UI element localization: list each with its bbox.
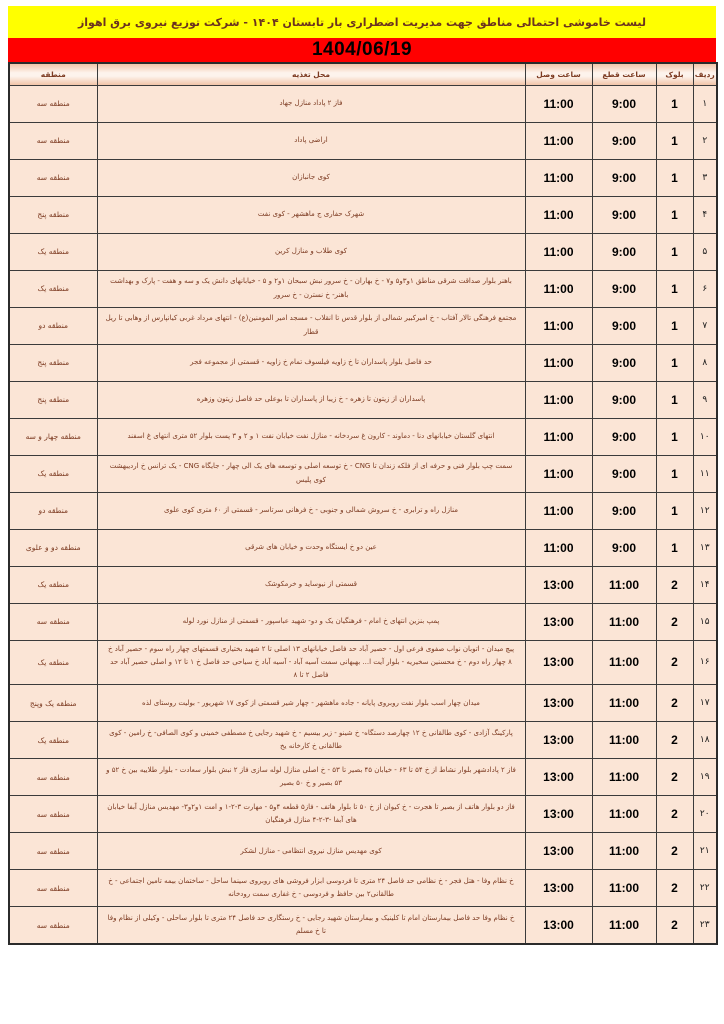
table-row [9, 307, 717, 344]
block-cell: 2 [656, 907, 693, 944]
row-number-cell: ۱۷ [693, 685, 717, 722]
table-row [9, 796, 717, 833]
location-cell: باهنر بلوار صداقت شرقی مناطق ۱و۳و۵ و۷ - خ بهاران - خ سرور نبش سبحان ۱و۲ و ۵ - خیابانهای دانش یک و سه و هفت - پارک و بهداشت باهنر- خ نسترن - خ سرور [97, 270, 525, 307]
row-number-cell: ۱۳ [693, 529, 717, 566]
table-row [9, 603, 717, 640]
cut-time-cell: 9:00 [592, 455, 656, 492]
location-cell: فاز ۲ پاداد منازل جهاد [97, 85, 525, 122]
cut-time-cell: 9:00 [592, 270, 656, 307]
region-cell: منطقه سه [9, 759, 97, 796]
location-cell: انتهای گلستان خیابانهای دنا - دماوند - کارون غ سردخانه - منازل نفت خیابان نفت ۱ و ۲ و ۳ پست بلوار ۵۲ متری انتهای غ اسفند [97, 418, 525, 455]
block-cell: 1 [656, 418, 693, 455]
table-row [9, 270, 717, 307]
region-cell: منطقه یک [9, 455, 97, 492]
table-row [9, 159, 717, 196]
row-number-cell: ۱۹ [693, 759, 717, 796]
row-number-cell: ۱ [693, 85, 717, 122]
row-number-cell: ۲ [693, 122, 717, 159]
location-cell: پیچ میدان - اتوبان نواب صفوی فرعی اول - حصیر آباد حد فاصل خیابانهای ۱۳ اصلی تا ۲ شهید بختیاری قسمتهای چهار راه سوم - حصیر آباد خ ۸ چهار راه دوم - خ محسنین سخیریه - بلوار آیت ا... بهبهانی سمت آسیه آباد - آسیه آباد خ سیاحی حد فاصل خ ۱ تا ۱۲ و اصلی حصیر آباد حد فاصل ۲ تا ۸ [97, 640, 525, 685]
location-cell: منازل راه و ترابری - خ سروش شمالی و جنوبی - خ فرهانی سرتاسر - قسمتی از ۶۰ متری کوی علوی [97, 492, 525, 529]
row-number-cell: ۲۲ [693, 870, 717, 907]
block-cell: 1 [656, 159, 693, 196]
table-row [9, 344, 717, 381]
region-cell: منطقه یک [9, 270, 97, 307]
cut-time-cell: 9:00 [592, 307, 656, 344]
region-cell: منطقه پنج [9, 344, 97, 381]
region-cell: منطقه سه [9, 603, 97, 640]
table-row [9, 85, 717, 122]
location-cell: کوی طلاب و منازل کرین [97, 233, 525, 270]
block-cell: 1 [656, 122, 693, 159]
region-cell: منطقه یک [9, 566, 97, 603]
block-cell: 1 [656, 344, 693, 381]
region-cell: منطقه سه [9, 833, 97, 870]
row-number-cell: ۱۵ [693, 603, 717, 640]
cut-time-cell: 11:00 [592, 796, 656, 833]
restore-time-cell: 11:00 [525, 159, 592, 196]
column-header-feed-location: محل تغذیه [97, 63, 525, 85]
location-cell: فاز ۲ پادادشهر بلوار نشاط از خ ۵۴ تا ۶۳ - خیابان ۴۵ بصیر تا ۵۳ - خ اصلی منازل لوله سازی فاز ۲ نبش بلوار سعادت - بلوار طلاییه بین خ ۵۲ و ۵۳ بصیر و خ ۵۰ بصیر [97, 759, 525, 796]
table-row [9, 529, 717, 566]
cut-time-cell: 9:00 [592, 196, 656, 233]
row-number-cell: ۴ [693, 196, 717, 233]
column-header-block: بلوک [656, 63, 693, 85]
row-number-cell: ۷ [693, 307, 717, 344]
table-row [9, 759, 717, 796]
location-cell: حد فاصل بلوار پاسداران تا خ زاویه فیلسوف تمام خ زاویه - قسمتی از مجموعه فجر [97, 344, 525, 381]
block-cell: 1 [656, 492, 693, 529]
row-number-cell: ۶ [693, 270, 717, 307]
row-number-cell: ۸ [693, 344, 717, 381]
restore-time-cell: 13:00 [525, 640, 592, 685]
restore-time-cell: 11:00 [525, 196, 592, 233]
region-cell: منطقه دو [9, 492, 97, 529]
table-header-row [9, 63, 717, 85]
column-header-restore-time: ساعت وصل [525, 63, 592, 85]
row-number-cell: ۲۳ [693, 907, 717, 944]
cut-time-cell: 9:00 [592, 233, 656, 270]
table-body [9, 85, 717, 944]
block-cell: 2 [656, 833, 693, 870]
cut-time-cell: 9:00 [592, 418, 656, 455]
restore-time-cell: 13:00 [525, 685, 592, 722]
cut-time-cell: 11:00 [592, 603, 656, 640]
row-number-cell: ۲۰ [693, 796, 717, 833]
table-row [9, 492, 717, 529]
block-cell: 1 [656, 270, 693, 307]
restore-time-cell: 11:00 [525, 122, 592, 159]
table-row [9, 907, 717, 944]
row-number-cell: ۳ [693, 159, 717, 196]
restore-time-cell: 13:00 [525, 796, 592, 833]
table-row [9, 122, 717, 159]
cut-time-cell: 11:00 [592, 907, 656, 944]
block-cell: 1 [656, 307, 693, 344]
location-cell: خ نظام وفا حد فاصل بیمارستان امام تا کلینیک و بیمارستان شهید رجایی - خ رستگاری حد فاصل ۲۴ متری تا بلوار ساحلی - وکیلی از نظام وفا تا خ مسلم [97, 907, 525, 944]
region-cell: منطقه یک [9, 640, 97, 685]
row-number-cell: ۹ [693, 381, 717, 418]
restore-time-cell: 11:00 [525, 381, 592, 418]
title-banner [8, 6, 716, 38]
block-cell: 2 [656, 603, 693, 640]
row-number-cell: ۲۱ [693, 833, 717, 870]
restore-time-cell: 11:00 [525, 455, 592, 492]
block-cell: 2 [656, 870, 693, 907]
cut-time-cell: 9:00 [592, 381, 656, 418]
column-header-region: منطقه [9, 63, 97, 85]
row-number-cell: ۱۰ [693, 418, 717, 455]
cut-time-cell: 9:00 [592, 85, 656, 122]
row-number-cell: ۱۶ [693, 640, 717, 685]
restore-time-cell: 11:00 [525, 344, 592, 381]
region-cell: منطقه یک [9, 722, 97, 759]
cut-time-cell: 9:00 [592, 492, 656, 529]
restore-time-cell: 11:00 [525, 307, 592, 344]
block-cell: 1 [656, 455, 693, 492]
table-row [9, 381, 717, 418]
cut-time-cell: 11:00 [592, 870, 656, 907]
restore-time-cell: 13:00 [525, 907, 592, 944]
location-cell: اراضی پاداد [97, 122, 525, 159]
region-cell: منطقه سه [9, 907, 97, 944]
location-cell: کوی مهدیس منازل نیروی انتظامی - منازل لشکر [97, 833, 525, 870]
block-cell: 1 [656, 381, 693, 418]
cut-time-cell: 11:00 [592, 722, 656, 759]
restore-time-cell: 11:00 [525, 529, 592, 566]
cut-time-cell: 9:00 [592, 529, 656, 566]
table-row [9, 196, 717, 233]
restore-time-cell: 11:00 [525, 492, 592, 529]
location-cell: قسمتی از نیوساید و خرمکوشک [97, 566, 525, 603]
table-row [9, 685, 717, 722]
cut-time-cell: 11:00 [592, 566, 656, 603]
region-cell: منطقه سه [9, 796, 97, 833]
block-cell: 1 [656, 529, 693, 566]
block-cell: 1 [656, 196, 693, 233]
cut-time-cell: 11:00 [592, 833, 656, 870]
region-cell: منطقه پنج [9, 381, 97, 418]
region-cell: منطقه دو و علوی [9, 529, 97, 566]
location-cell: پاسداران از زیتون تا زهره - خ زیبا از پاسداران تا بوعلی حد فاصل زیتون وزهره [97, 381, 525, 418]
block-cell: 1 [656, 85, 693, 122]
table-row [9, 455, 717, 492]
date-value: 1404/06/19 [311, 39, 413, 60]
cut-time-cell: 11:00 [592, 759, 656, 796]
region-cell: منطقه دو [9, 307, 97, 344]
block-cell: 2 [656, 566, 693, 603]
region-cell: منطقه چهار و سه [9, 418, 97, 455]
region-cell: منطقه سه [9, 85, 97, 122]
table-row [9, 870, 717, 907]
restore-time-cell: 11:00 [525, 270, 592, 307]
block-cell: 2 [656, 759, 693, 796]
location-cell: پارکینگ آزادی - کوی طالقانی خ ۱۲ چهارصد دستگاه- خ شینو - زیر بیسیم - خ شهید رجایی خ مصطفی خمینی و کوی الصافی- خ رامین - کوی طالقانی خ کارخانه یخ [97, 722, 525, 759]
row-number-cell: ۵ [693, 233, 717, 270]
cut-time-cell: 11:00 [592, 640, 656, 685]
location-cell: پمپ بنزین انتهای خ امام - فرهنگیان یک و دو- شهید عباسپور - قسمتی از منازل نورد لوله [97, 603, 525, 640]
page-title: لیست خاموشی احتمالی مناطق جهت مدیریت اضطراری بار تابستان ۱۴۰۴ - شرکت توزیع نیروی برق اهواز [77, 15, 647, 29]
location-cell: شهرک حفاری ج ماهشهر - کوی نفت [97, 196, 525, 233]
location-cell: میدان چهار اسب بلوار نفت روبروی پایانه - جاده ماهشهر - چهار شیر قسمتی از کوی ۱۷ شهریور - بولیت روستای لذه [97, 685, 525, 722]
table-row [9, 566, 717, 603]
restore-time-cell: 13:00 [525, 870, 592, 907]
location-cell: کوی جانبازان [97, 159, 525, 196]
location-cell: فاز دو بلوار هاتف از بصیر تا هجرت - خ کیوان از خ ۵۰ تا بلوار هاتف - فاز۵ قطعه ۴و۵ - مهارت ۳-۲-۱ و امت ۱و۲و۳- مهدیس منازل آبفا خیابان های آبفا -۳-۲-۴ منازل فرهنگیان [97, 796, 525, 833]
column-header-cut-time: ساعت قطع [592, 63, 656, 85]
cut-time-cell: 9:00 [592, 344, 656, 381]
row-number-cell: ۱۴ [693, 566, 717, 603]
table-row [9, 722, 717, 759]
table-row [9, 640, 717, 685]
restore-time-cell: 13:00 [525, 833, 592, 870]
cut-time-cell: 9:00 [592, 159, 656, 196]
location-cell: خ نظام وفا - هتل فجر - خ نظامی حد فاصل ۲۴ متری تا فردوسی ابزار فروشی های روبروی سینما ساحل - ساختمان بیمه تامین اجتماعی - خ طالقانی۲ بین حافظ و فردوسی - خ غفاری سمت رودخانه [97, 870, 525, 907]
restore-time-cell: 11:00 [525, 85, 592, 122]
location-cell: سمت چپ بلوار فنی و حرفه ای از فلکه زندان تا CNG - خ توسعه اصلی و توسعه های یک الی چهار - جایگاه CNG - یک ترانس خ اردیبهشت کوی پلیس [97, 455, 525, 492]
column-header-row-number: ردیف [693, 63, 717, 85]
row-number-cell: ۱۱ [693, 455, 717, 492]
cut-time-cell: 11:00 [592, 685, 656, 722]
region-cell: منطقه پنج [9, 196, 97, 233]
restore-time-cell: 11:00 [525, 418, 592, 455]
location-cell: عین دو خ ایستگاه وحدت و خیابان های شرقی [97, 529, 525, 566]
row-number-cell: ۱۸ [693, 722, 717, 759]
date-banner [8, 38, 716, 62]
table-row [9, 833, 717, 870]
table-row [9, 233, 717, 270]
location-cell: مجتمع فرهنگی تالار آفتاب - خ امیرکبیر شمالی از بلوار قدس تا انقلاب - مسجد امیر المومنین(ع) - انتهای مرداد غربی کیانپارس از وهابی تا ریل قطار [97, 307, 525, 344]
region-cell: منطقه سه [9, 870, 97, 907]
outage-schedule-table [8, 62, 718, 945]
region-cell: منطقه سه [9, 122, 97, 159]
table-row [9, 418, 717, 455]
region-cell: منطقه سه [9, 159, 97, 196]
block-cell: 2 [656, 685, 693, 722]
block-cell: 2 [656, 722, 693, 759]
region-cell: منطقه یک وپنج [9, 685, 97, 722]
cut-time-cell: 9:00 [592, 122, 656, 159]
row-number-cell: ۱۲ [693, 492, 717, 529]
region-cell: منطقه یک [9, 233, 97, 270]
restore-time-cell: 13:00 [525, 566, 592, 603]
block-cell: 2 [656, 796, 693, 833]
block-cell: 1 [656, 233, 693, 270]
block-cell: 2 [656, 640, 693, 685]
restore-time-cell: 13:00 [525, 603, 592, 640]
restore-time-cell: 13:00 [525, 759, 592, 796]
restore-time-cell: 11:00 [525, 233, 592, 270]
restore-time-cell: 13:00 [525, 722, 592, 759]
